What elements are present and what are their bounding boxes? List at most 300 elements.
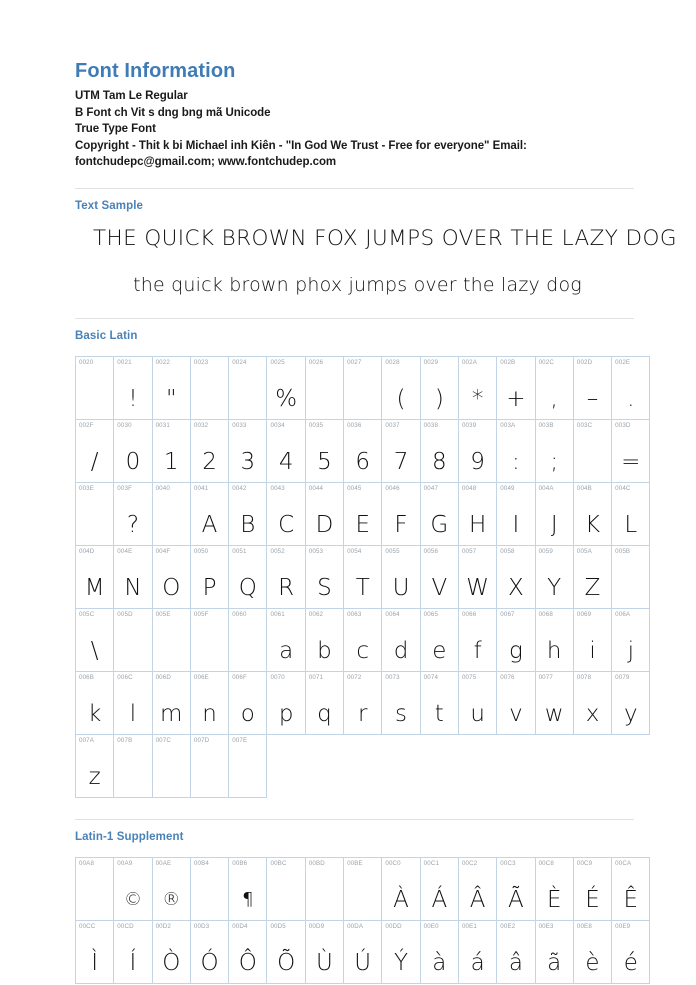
glyph-codepoint-label: 002E	[615, 358, 631, 366]
glyph-character: â	[508, 949, 523, 976]
glyph-cell[interactable]	[382, 545, 420, 608]
glyph-codepoint-label: 00CD	[117, 922, 134, 930]
glyph-cell[interactable]	[458, 419, 496, 482]
glyph-cell[interactable]	[76, 734, 114, 797]
glyph-codepoint-label: 0060	[232, 610, 247, 618]
glyph-character: 5	[317, 448, 332, 475]
glyph-cell[interactable]	[535, 671, 573, 734]
glyph-character: 6	[355, 448, 371, 475]
glyph-codepoint-label: 0057	[461, 547, 477, 555]
glyph-codepoint-label: 0021	[117, 358, 132, 366]
glyph-cell[interactable]	[152, 482, 190, 545]
glyph-codepoint-label: 0024	[232, 358, 247, 366]
glyph-cell[interactable]	[267, 482, 305, 545]
glyph-codepoint-label: 00A9	[117, 859, 133, 867]
glyph-cell[interactable]	[420, 545, 458, 608]
glyph-character: ®	[162, 888, 181, 910]
glyph-cell[interactable]	[76, 608, 114, 671]
glyph-cell[interactable]	[229, 671, 267, 734]
glyph-character: Á	[431, 886, 448, 913]
glyph-cell[interactable]	[612, 608, 650, 671]
glyph-cell[interactable]	[76, 356, 114, 419]
glyph-codepoint-label: 006F	[232, 673, 247, 681]
glyph-cell[interactable]	[573, 545, 611, 608]
glyph-character: +	[506, 385, 526, 412]
glyph-codepoint-label: 0053	[308, 547, 324, 555]
glyph-character: I	[512, 511, 520, 538]
glyph-cell[interactable]	[229, 482, 267, 545]
glyph-cell[interactable]	[535, 920, 573, 983]
glyph-cell[interactable]	[497, 920, 535, 983]
glyph-codepoint-label: 00BD	[308, 859, 325, 867]
glyph-codepoint-label: 0042	[232, 484, 247, 492]
glyph-codepoint-label: 0028	[385, 358, 400, 366]
glyph-cell[interactable]	[267, 545, 305, 608]
font-meta-line-copyright: Copyright - Thit k bi Michael inh Kiên - "In God We Trust - Free for everyone" Email: fontchudepc@gmail.com; www.fontchudep.com	[75, 139, 527, 169]
glyph-character: H	[468, 511, 487, 538]
glyph-cell[interactable]	[458, 920, 496, 983]
glyph-character: S	[317, 574, 332, 601]
glyph-cell[interactable]	[190, 734, 228, 797]
glyph-cell[interactable]	[458, 356, 496, 419]
glyph-codepoint-label: 003F	[117, 484, 132, 492]
glyph-codepoint-label: 0054	[347, 547, 362, 555]
glyph-cell[interactable]	[305, 857, 343, 920]
glyph-cell[interactable]	[190, 356, 228, 419]
glyph-cell[interactable]	[76, 482, 114, 545]
glyph-cell[interactable]	[382, 482, 420, 545]
glyph-character: Â	[469, 886, 486, 913]
glyph-character: \	[90, 637, 99, 664]
glyph-codepoint-label: 00D9	[308, 922, 325, 930]
glyph-cell[interactable]	[497, 419, 535, 482]
glyph-codepoint-label: 0047	[423, 484, 439, 492]
glyph-cell[interactable]	[267, 920, 305, 983]
glyph-cell[interactable]	[229, 545, 267, 608]
glyph-cell[interactable]	[497, 671, 535, 734]
glyph-cell[interactable]	[229, 734, 267, 797]
glyph-codepoint-label: 0056	[423, 547, 439, 555]
glyph-codepoint-label: 00BE	[347, 859, 363, 867]
glyph-codepoint-label: 00C0	[385, 859, 401, 867]
page-title: Font Information	[75, 60, 236, 82]
glyph-cell[interactable]	[420, 482, 458, 545]
glyph-codepoint-label: 00B6	[232, 859, 248, 867]
glyph-character: %	[275, 385, 298, 412]
glyph-character: x	[585, 700, 600, 727]
glyph-cell[interactable]	[344, 857, 382, 920]
glyph-cell[interactable]	[152, 608, 190, 671]
glyph-character: 3	[240, 448, 256, 475]
glyph-cell[interactable]	[152, 857, 190, 920]
glyph-cell[interactable]	[382, 920, 420, 983]
glyph-character: 7	[393, 448, 409, 475]
glyph-character: Ú	[354, 949, 372, 976]
glyph-character: Z	[584, 574, 601, 601]
glyph-cell[interactable]	[382, 356, 420, 419]
glyph-cell[interactable]	[458, 671, 496, 734]
glyph-codepoint-label: 0032	[193, 421, 209, 429]
glyph-cell[interactable]	[305, 671, 343, 734]
glyph-cell[interactable]	[114, 608, 152, 671]
glyph-character: ?	[126, 511, 140, 538]
glyph-cell[interactable]	[229, 419, 267, 482]
glyph-cell[interactable]	[114, 857, 152, 920]
glyph-codepoint-label: 00B4	[193, 859, 209, 867]
glyph-cell[interactable]	[535, 356, 573, 419]
glyph-character: d	[393, 637, 409, 664]
glyph-codepoint-label: 00CC	[79, 922, 96, 930]
glyph-cell[interactable]	[229, 608, 267, 671]
glyph-cell[interactable]	[190, 545, 228, 608]
glyph-cell[interactable]	[76, 671, 114, 734]
glyph-cell[interactable]	[267, 857, 305, 920]
glyph-cell[interactable]	[114, 734, 152, 797]
glyph-codepoint-label: 006B	[79, 673, 95, 681]
glyph-cell[interactable]	[305, 920, 343, 983]
glyph-codepoint-label: 0077	[538, 673, 553, 681]
glyph-character: ,	[550, 385, 558, 412]
glyph-character: m	[160, 700, 183, 727]
section-heading-text-sample: Text Sample	[75, 199, 143, 212]
glyph-cell[interactable]	[305, 419, 343, 482]
glyph-cell[interactable]	[382, 419, 420, 482]
glyph-cell[interactable]	[420, 671, 458, 734]
glyph-codepoint-label: 0067	[500, 610, 515, 618]
glyph-character: Ô	[238, 949, 257, 976]
glyph-codepoint-label: 004F	[155, 547, 171, 555]
glyph-row	[76, 734, 650, 797]
glyph-cell[interactable]	[573, 857, 611, 920]
glyph-cell[interactable]	[612, 419, 650, 482]
glyph-codepoint-label: 00DD	[385, 922, 402, 930]
glyph-codepoint-label: 0034	[270, 421, 285, 429]
glyph-codepoint-label: 0072	[347, 673, 362, 681]
glyph-character: a	[279, 637, 294, 664]
glyph-cell[interactable]	[420, 419, 458, 482]
glyph-cell[interactable]	[190, 857, 228, 920]
glyph-cell[interactable]	[114, 482, 152, 545]
glyph-row	[76, 920, 650, 983]
glyph-cell[interactable]	[152, 545, 190, 608]
glyph-character: N	[124, 574, 142, 601]
glyph-cell[interactable]	[76, 545, 114, 608]
glyph-cell[interactable]	[344, 608, 382, 671]
glyph-character: C	[278, 511, 295, 538]
glyph-cell[interactable]	[612, 671, 650, 734]
glyph-codepoint-label: 0037	[385, 421, 400, 429]
glyph-cell[interactable]	[612, 920, 650, 983]
glyph-character: y	[623, 700, 638, 727]
glyph-character: r	[357, 700, 368, 727]
glyph-cell[interactable]	[535, 608, 573, 671]
glyph-cell[interactable]	[152, 920, 190, 983]
glyph-codepoint-label: 0064	[385, 610, 400, 618]
glyph-codepoint-label: 0063	[347, 610, 362, 618]
glyph-cell[interactable]	[535, 545, 573, 608]
glyph-cell[interactable]	[497, 857, 535, 920]
glyph-cell[interactable]	[152, 671, 190, 734]
glyph-character: n	[202, 700, 217, 727]
glyph-codepoint-label: 00C2	[461, 859, 478, 867]
glyph-cell-spacer	[344, 734, 382, 797]
glyph-cell[interactable]	[114, 671, 152, 734]
glyph-character: P	[202, 574, 217, 601]
glyph-cell[interactable]	[267, 608, 305, 671]
glyph-cell[interactable]	[344, 419, 382, 482]
glyph-codepoint-label: 0078	[576, 673, 592, 681]
glyph-codepoint-label: 00AE	[155, 859, 172, 867]
glyph-codepoint-label: 00E1	[461, 922, 478, 930]
glyph-cell[interactable]	[497, 356, 535, 419]
glyph-cell[interactable]	[114, 419, 152, 482]
glyph-character: Ì	[91, 949, 99, 976]
glyph-cell[interactable]	[535, 482, 573, 545]
glyph-cell[interactable]	[497, 545, 535, 608]
glyph-codepoint-label: 0073	[385, 673, 400, 681]
glyph-character: B	[240, 511, 256, 538]
glyph-cell[interactable]	[573, 920, 611, 983]
glyph-codepoint-label: 00D2	[155, 922, 171, 930]
glyph-codepoint-label: 007B	[117, 736, 133, 744]
glyph-codepoint-label: 0043	[270, 484, 285, 492]
glyph-codepoint-label: 00E8	[576, 922, 592, 930]
glyph-cell[interactable]	[573, 671, 611, 734]
glyph-codepoint-label: 0052	[270, 547, 285, 555]
glyph-character: =	[621, 448, 641, 475]
glyph-row	[76, 419, 650, 482]
glyph-cell[interactable]	[612, 545, 650, 608]
glyph-character: 8	[432, 448, 447, 475]
glyph-codepoint-label: 002B	[500, 358, 516, 366]
glyph-cell[interactable]	[420, 920, 458, 983]
glyph-codepoint-label: 007C	[155, 736, 171, 744]
glyph-cell[interactable]	[382, 608, 420, 671]
glyph-codepoint-label: 006E	[193, 673, 209, 681]
glyph-cell[interactable]	[114, 545, 152, 608]
glyph-character: Ã	[508, 886, 524, 913]
glyph-character: V	[431, 574, 448, 601]
glyph-character: :	[512, 448, 520, 475]
glyph-cell-spacer	[535, 734, 573, 797]
glyph-cell[interactable]	[458, 608, 496, 671]
glyph-row	[76, 356, 650, 419]
glyph-cell[interactable]	[190, 608, 228, 671]
glyph-cell[interactable]	[76, 419, 114, 482]
section-heading-latin1-supplement: Latin-1 Supplement	[75, 830, 184, 843]
glyph-codepoint-label: 0045	[347, 484, 362, 492]
glyph-codepoint-label: 0022	[155, 358, 170, 366]
glyph-cell[interactable]	[612, 482, 650, 545]
glyph-cell[interactable]	[382, 671, 420, 734]
glyph-table-basic-latin	[75, 356, 650, 798]
glyph-cell[interactable]	[535, 419, 573, 482]
glyph-character: w	[544, 700, 564, 727]
glyph-cell[interactable]	[573, 419, 611, 482]
glyph-character: T	[355, 574, 370, 601]
glyph-character: U	[392, 574, 410, 601]
glyph-codepoint-label: 006A	[615, 610, 631, 618]
glyph-cell[interactable]	[305, 482, 343, 545]
glyph-cell[interactable]	[458, 545, 496, 608]
glyph-cell[interactable]	[344, 545, 382, 608]
glyph-character: Ý	[393, 949, 409, 976]
glyph-cell[interactable]	[420, 608, 458, 671]
glyph-cell[interactable]	[152, 356, 190, 419]
glyph-codepoint-label: 0061	[270, 610, 285, 618]
glyph-codepoint-label: 0051	[232, 547, 247, 555]
glyph-row	[76, 482, 650, 545]
glyph-character: ¶	[242, 888, 254, 910]
glyph-codepoint-label: 003A	[500, 421, 516, 429]
glyph-cell[interactable]	[229, 857, 267, 920]
glyph-codepoint-label: 005C	[79, 610, 95, 618]
glyph-codepoint-label: 0079	[615, 673, 630, 681]
glyph-cell[interactable]	[229, 356, 267, 419]
glyph-cell[interactable]	[420, 857, 458, 920]
glyph-table-latin1-supplement	[75, 857, 650, 984]
glyph-character: Õ	[277, 949, 296, 976]
glyph-character: t	[434, 700, 444, 727]
glyph-codepoint-label: 00D4	[232, 922, 248, 930]
glyph-character: !	[128, 385, 138, 412]
glyph-cell[interactable]	[573, 482, 611, 545]
glyph-character: é	[623, 949, 638, 976]
glyph-cell[interactable]	[458, 482, 496, 545]
glyph-cell[interactable]	[344, 920, 382, 983]
glyph-cell[interactable]	[190, 671, 228, 734]
glyph-cell[interactable]	[152, 734, 190, 797]
glyph-character: z	[88, 763, 101, 790]
glyph-codepoint-label: 003B	[538, 421, 554, 429]
glyph-cell[interactable]	[497, 608, 535, 671]
glyph-codepoint-label: 0070	[270, 673, 285, 681]
glyph-character: j	[627, 637, 634, 664]
glyph-codepoint-label: 0066	[461, 610, 477, 618]
glyph-codepoint-label: 00BC	[270, 859, 287, 867]
glyph-codepoint-label: 0041	[193, 484, 209, 492]
glyph-character: s	[395, 700, 408, 727]
glyph-character: È	[546, 886, 562, 913]
glyph-cell[interactable]	[114, 356, 152, 419]
glyph-character: q	[317, 700, 332, 727]
glyph-cell[interactable]	[152, 419, 190, 482]
glyph-character: 9	[470, 448, 485, 475]
glyph-character: O	[162, 574, 181, 601]
glyph-cell[interactable]	[612, 356, 650, 419]
glyph-character: ;	[550, 448, 559, 475]
glyph-cell[interactable]	[305, 545, 343, 608]
glyph-codepoint-label: 004B	[576, 484, 592, 492]
glyph-cell-spacer	[420, 734, 458, 797]
glyph-character: É	[585, 886, 600, 913]
glyph-character: L	[624, 511, 638, 538]
glyph-cell[interactable]	[305, 608, 343, 671]
section-heading-basic-latin: Basic Latin	[75, 329, 138, 342]
glyph-character: –	[586, 385, 599, 412]
glyph-character: G	[430, 511, 449, 538]
glyph-character: ã	[547, 949, 562, 976]
glyph-character: e	[432, 637, 447, 664]
glyph-cell[interactable]	[267, 356, 305, 419]
glyph-character: /	[90, 448, 99, 475]
glyph-character: .	[627, 385, 635, 412]
glyph-codepoint-label: 0039	[461, 421, 477, 429]
glyph-codepoint-label: 00C3	[500, 859, 516, 867]
glyph-cell[interactable]	[420, 356, 458, 419]
glyph-cell[interactable]	[573, 608, 611, 671]
glyph-cell[interactable]	[305, 356, 343, 419]
glyph-cell-spacer	[612, 734, 650, 797]
glyph-cell[interactable]	[344, 671, 382, 734]
glyph-codepoint-label: 005E	[155, 610, 171, 618]
glyph-character: 1	[163, 448, 179, 475]
glyph-character: *	[471, 385, 484, 412]
glyph-cell[interactable]	[267, 671, 305, 734]
glyph-codepoint-label: 0055	[385, 547, 400, 555]
glyph-cell[interactable]	[535, 857, 573, 920]
glyph-character: g	[509, 637, 523, 664]
glyph-character: X	[508, 574, 524, 601]
text-sample-uppercase: THE QUICK BROWN FOX JUMPS OVER THE LAZY DOG	[93, 225, 677, 251]
glyph-codepoint-label: 0062	[308, 610, 324, 618]
glyph-cell[interactable]	[497, 482, 535, 545]
glyph-codepoint-label: 0033	[232, 421, 247, 429]
glyph-codepoint-label: 005B	[615, 547, 631, 555]
glyph-codepoint-label: 0069	[576, 610, 592, 618]
glyph-codepoint-label: 00E3	[538, 922, 554, 930]
glyph-codepoint-label: 003D	[615, 421, 631, 429]
glyph-cell[interactable]	[190, 482, 228, 545]
glyph-cell[interactable]	[76, 857, 114, 920]
glyph-character: l	[129, 700, 137, 727]
glyph-codepoint-label: 0036	[347, 421, 362, 429]
glyph-cell[interactable]	[267, 419, 305, 482]
glyph-cell[interactable]	[190, 920, 228, 983]
glyph-cell[interactable]	[573, 356, 611, 419]
glyph-cell[interactable]	[344, 356, 382, 419]
glyph-character: á	[470, 949, 485, 976]
glyph-character: Ó	[200, 949, 219, 976]
glyph-cell-spacer	[573, 734, 611, 797]
glyph-codepoint-label: 004D	[79, 547, 95, 555]
glyph-codepoint-label: 002A	[461, 358, 478, 366]
glyph-cell[interactable]	[229, 920, 267, 983]
glyph-cell[interactable]	[114, 920, 152, 983]
glyph-codepoint-label: 00A8	[79, 859, 95, 867]
glyph-character: F	[394, 511, 408, 538]
glyph-cell[interactable]	[612, 857, 650, 920]
glyph-codepoint-label: 0048	[461, 484, 477, 492]
glyph-codepoint-label: 00C1	[423, 859, 440, 867]
glyph-cell-spacer	[267, 734, 305, 797]
glyph-cell-spacer	[458, 734, 496, 797]
glyph-cell[interactable]	[190, 419, 228, 482]
glyph-character: )	[434, 385, 444, 412]
glyph-cell[interactable]	[344, 482, 382, 545]
glyph-character: A	[201, 511, 218, 538]
glyph-cell[interactable]	[458, 857, 496, 920]
glyph-codepoint-label: 00E0	[423, 922, 439, 930]
glyph-cell[interactable]	[382, 857, 420, 920]
glyph-character: Í	[129, 949, 137, 976]
glyph-codepoint-label: 0038	[423, 421, 439, 429]
glyph-cell[interactable]	[76, 920, 114, 983]
glyph-character: W	[466, 574, 489, 601]
glyph-cell-spacer	[382, 734, 420, 797]
glyph-character: 4	[278, 448, 294, 475]
glyph-character: ©	[123, 888, 142, 910]
